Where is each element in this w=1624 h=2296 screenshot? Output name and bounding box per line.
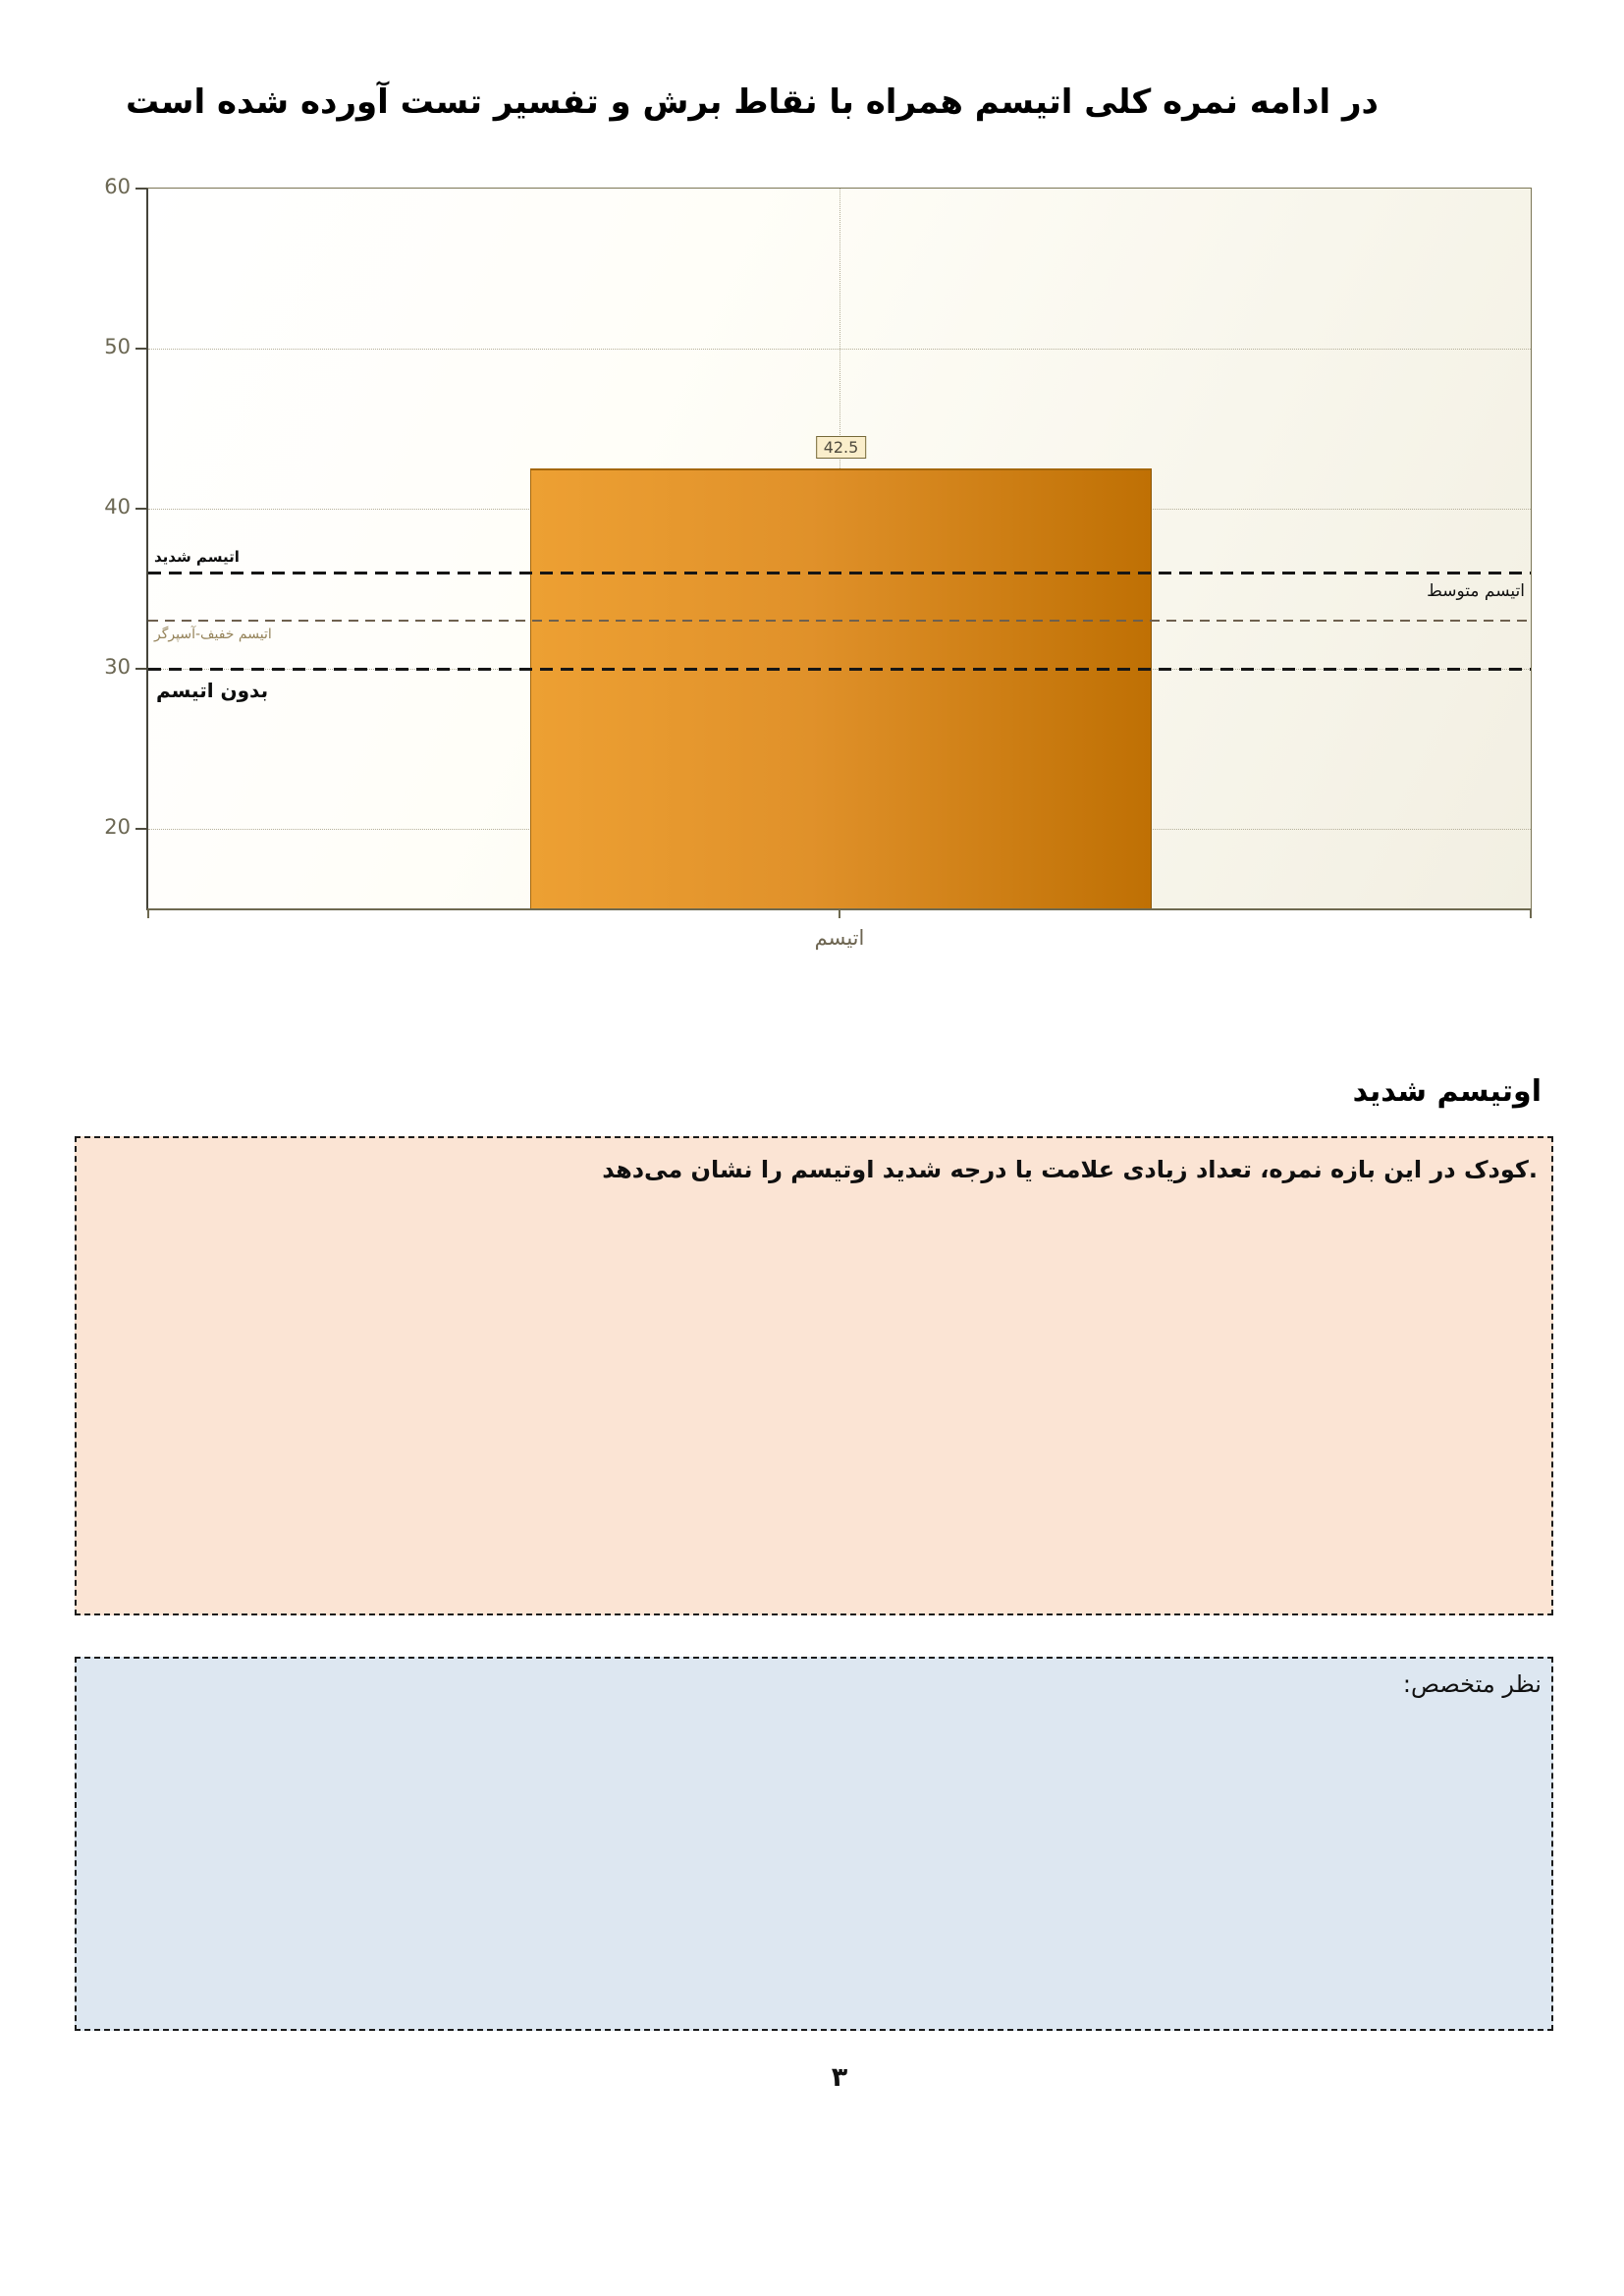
interpretation-box — [75, 1136, 1553, 1615]
y-tick-mark — [135, 668, 146, 670]
x-category-label: اتیسم — [814, 926, 865, 950]
threshold-label-none: بدون اتیسم — [156, 678, 269, 702]
threshold-label-severe: اتیسم شدید — [154, 547, 240, 566]
y-tick-label: 40 — [104, 494, 131, 519]
y-tick-mark — [135, 188, 146, 190]
bar-column — [530, 189, 1152, 908]
section-heading-severe-autism: اوتیسم شدید — [1352, 1074, 1542, 1109]
y-tick-mark — [135, 828, 146, 830]
threshold-line — [148, 668, 1531, 671]
y-tick-label: 20 — [104, 814, 131, 839]
y-tick-label: 50 — [104, 334, 131, 358]
threshold-label-mild: اتیسم خفیف-آسپرگر — [154, 626, 272, 642]
expert-opinion-label: نظر متخصص: — [1402, 1670, 1542, 1698]
expert-opinion-box — [75, 1657, 1553, 2031]
x-tick-center — [839, 908, 840, 918]
x-tick-right — [1530, 908, 1532, 918]
y-tick-label: 60 — [104, 175, 131, 198]
threshold-line — [148, 572, 1531, 574]
bar-value-label: 42.5 — [816, 436, 867, 459]
threshold-line — [148, 620, 1531, 622]
threshold-label-moderate: اتیسم متوسط — [1427, 580, 1525, 601]
page-number: ۳ — [831, 2062, 848, 2093]
bar — [530, 468, 1152, 908]
x-tick-left — [147, 908, 149, 918]
y-tick-mark — [135, 348, 146, 350]
chart-plot-area — [104, 175, 1532, 950]
interpretation-text: .کودک در این بازه نمره، تعداد زیادی علامت یا درجه شدید اوتیسم را نشان می‌دهد — [602, 1156, 1538, 1183]
y-tick-mark — [135, 508, 146, 510]
page-title: در ادامه نمره کلی اتیسم همراه با نقاط برش و تفسیر تست آورده شده است — [126, 82, 1379, 122]
y-tick-label: 30 — [104, 654, 131, 679]
